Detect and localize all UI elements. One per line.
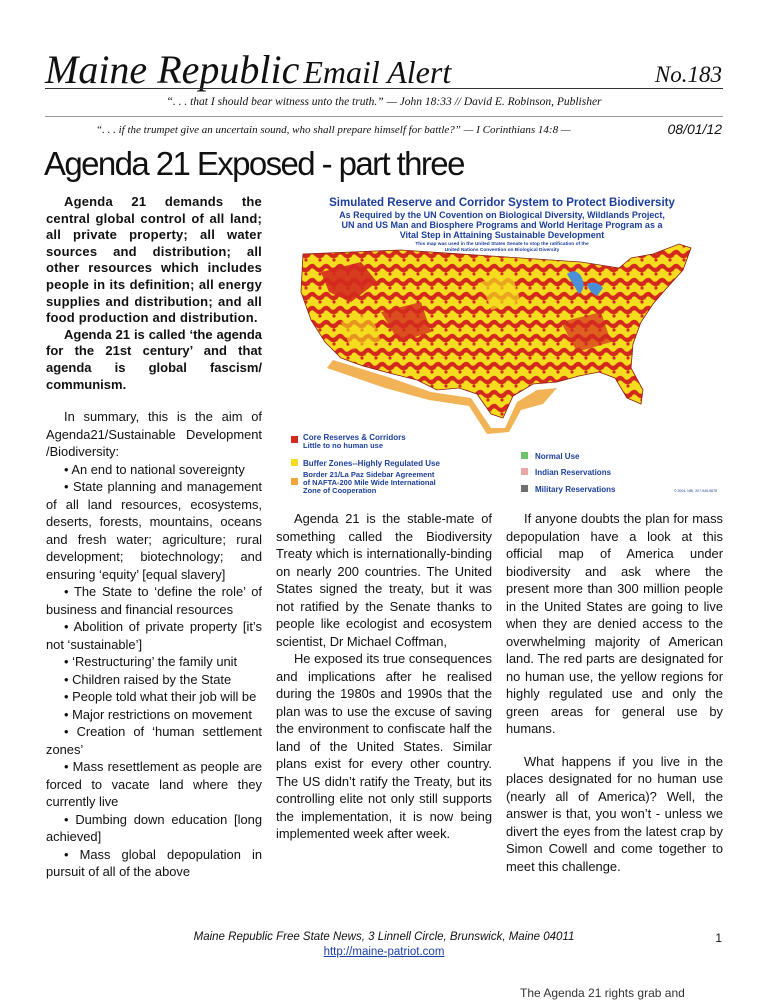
bullet-item: • Mass global depopulation in pursuit of all of the above — [46, 846, 262, 879]
biodiversity-map-figure — [281, 192, 723, 500]
bullet-item: • ‘Restructuring’ the family unit — [64, 654, 238, 669]
masthead-main: Maine Republic — [45, 47, 300, 92]
paragraph: What happens if you live in the places designated for no human use (nearly all of America)? Well, the answer is that, you won’t - unless we divert the eyes from the latest crap by Simon Cowell and come together to meet this challenge. — [506, 753, 723, 874]
map-note-1: This map was used in the United States Senate to stop the ratification of the — [415, 242, 589, 247]
legend-core-2: Little to no human use — [303, 441, 383, 450]
bullet-item: • Dumbing down education [long achieved] — [46, 811, 262, 844]
map-subtitle-1: As Required by the UN Covention on Biological Diversity, Wildlands Project, — [339, 210, 665, 220]
bullet-item: • Abolition of private property [it’s not ‘sustainable’] — [46, 619, 262, 652]
legend-border-2: of NAFTA-200 Mile Wide International — [303, 478, 436, 487]
issue-number: No.183 — [654, 62, 722, 87]
next-page-cutoff-text: The Agenda 21 rights grab and — [520, 986, 685, 1000]
legend-military: Military Reservations — [535, 485, 616, 494]
intro-paragraph: Agenda 21 is called ‘the agenda for the 21st century’ and that agenda is global fascism/ communism. — [46, 326, 262, 392]
map-credit: © 2004, NRI, 207-945-9878 — [673, 489, 717, 493]
bullet-item: • The State to ‘define the role’ of business and financial resources — [46, 584, 262, 617]
header-rule — [45, 88, 723, 89]
paragraph: Agenda 21 is the stable-mate of something called the Biodiversity Treaty which is internationally-binding on nearly 200 countries. The United States signed the treaty, but it was not ratified by the Senate thanks to people like ecologist and ecosystem scientist, Dr Michael Coffman, — [276, 511, 492, 649]
masthead-title — [45, 46, 451, 93]
paragraph-gap — [506, 738, 723, 753]
map-subtitle-3: Vital Step in Attaining Sustainable Development — [399, 230, 605, 240]
legend-border-1: Border 21/La Paz Sidebar Agreement — [303, 470, 435, 479]
masthead-subtitle: Email Alert — [303, 54, 452, 90]
bullet-item: • Creation of ‘human settlement zones’ — [46, 724, 262, 757]
column-1 — [46, 408, 262, 881]
bullet-item: • An end to national sovereignty — [64, 461, 245, 477]
map-note-2: United Nations Convention on Biological Diversity — [444, 248, 560, 253]
bullet-item: • People told what their job will be — [64, 689, 257, 704]
issue-date: 08/01/12 — [667, 121, 722, 137]
map-subtitle-2: UN and US Man and Biosphere Programs and World Heritage Program as a — [341, 220, 663, 230]
bullet-item: • Major restrictions on movement — [64, 706, 252, 722]
footer-link[interactable]: http://maine-patriot.com — [323, 946, 445, 958]
paragraph: In summary, this is the aim of Agenda21/Sustainable Development /Biodiversity: — [46, 409, 262, 459]
epigraph-quote-2: “. . . if the trumpet give an uncertain sound, who shall prepare himself for battle?” — I Corinthians 14:8 — — [96, 124, 571, 136]
legend-normal: Normal Use — [535, 452, 580, 461]
legend-core-1: Core Reserves & Corridors — [303, 433, 406, 442]
footer-address: Maine Republic Free State News, 3 Linnell Circle, Brunswick, Maine 04011 — [193, 931, 575, 943]
map-title: Simulated Reserve and Corridor System to Protect Biodiversity — [329, 197, 675, 209]
intro-paragraph: Agenda 21 demands the central global control of all land; all private property; all water sources and distribution; all other resources which includes people in its definition; all energy supplies and distribution; and all food production and distribution. — [46, 194, 262, 326]
legend-border-3: Zone of Cooperation — [303, 486, 377, 495]
bullet-item: • State planning and management of all land resources, ecosystems, deserts, forests, mountains, oceans and fresh water; agriculture; rural development; biotechnology; and ensuring ‘equity’ [equal slavery] — [46, 479, 262, 582]
bullet-item: • Children raised by the State — [64, 671, 232, 687]
epigraph-quote-1: “. . . that I should bear witness unto the truth.” — John 18:33 // David E. Robinson, Publisher — [166, 96, 602, 108]
paragraph: If anyone doubts the plan for mass depopulation have a look at this official map of America under biodiversity and ask where the present more than 300 million people in the United States are going to live when they are denied access to the overwhelming majority of American land. The red parts are designated for no human use, the yellow regions for highly regulated use and only the green areas for general use by humans. — [506, 511, 723, 736]
column-2 — [276, 510, 492, 843]
article-headline: Agenda 21 Exposed - part three — [44, 145, 464, 182]
bullet-item: • Mass resettlement as people are forced to vacate land where they currently live — [46, 759, 262, 809]
paragraph: He exposed its true consequences and implications after he realised during the 1980s and 1990s that the plan was to use the excuse of saving the environment to confiscate half the land of the United States. Similar plans exist for every other country. The US didn’t ratify the Treaty, but its controlling elite not only still supports the implementation, it is now being implemented week after week. — [276, 651, 492, 841]
legend-indian: Indian Reservations — [535, 468, 612, 477]
legend-buffer: Buffer Zones--Highly Regulated Use — [303, 459, 440, 468]
header-rule-2 — [45, 116, 723, 117]
page-number: 1 — [715, 931, 722, 945]
column-3 — [506, 510, 723, 875]
intro-bold-text — [46, 194, 262, 393]
